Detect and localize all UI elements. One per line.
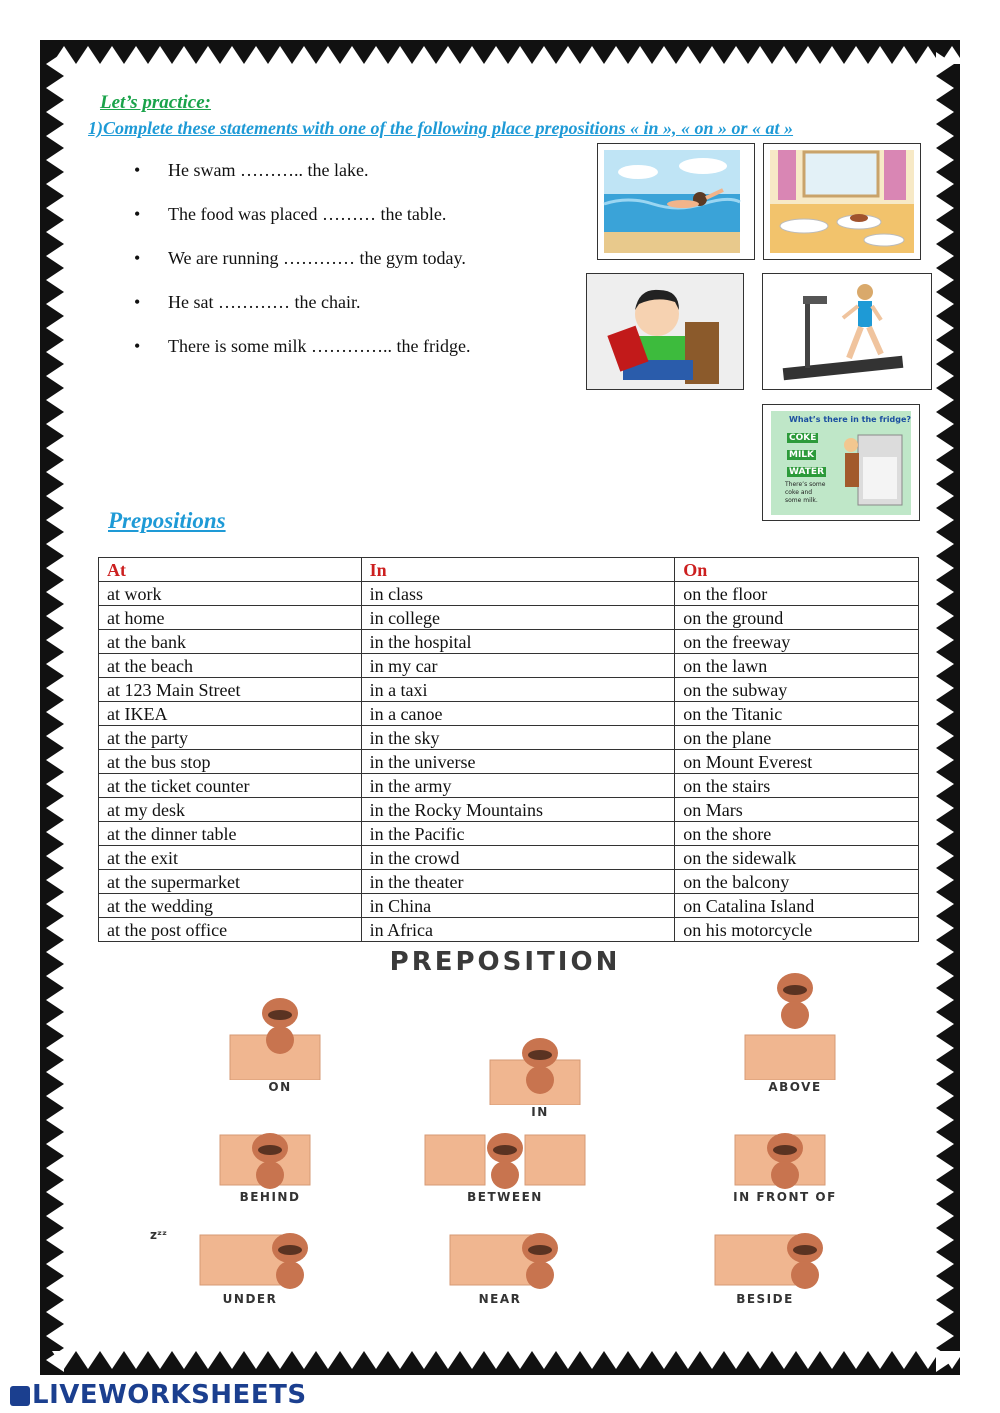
swimmer-picture	[597, 143, 755, 260]
cell-on: on the floor	[675, 582, 919, 606]
cell-at: at the supermarket	[99, 870, 362, 894]
fridge-item-water: WATER	[789, 467, 825, 477]
prepositions-table	[98, 557, 919, 942]
poster-cell-beside	[665, 1210, 865, 1330]
cell-on: on the sidewalk	[675, 846, 919, 870]
treadmill-picture	[762, 273, 932, 390]
cell-on: on the freeway	[675, 630, 919, 654]
fridge-text-3: some milk.	[785, 497, 818, 504]
fridge-item-coke: COKE	[789, 433, 817, 443]
poster-label-above: ABOVE	[768, 1080, 822, 1094]
table-header-row	[99, 558, 919, 582]
cell-at: at the exit	[99, 846, 362, 870]
cell-in: in my car	[361, 654, 675, 678]
sentence-4: • He sat ………… the chair.	[134, 292, 470, 336]
poster-cell-on	[180, 960, 380, 1094]
cell-at: at the dinner table	[99, 822, 362, 846]
cell-at: at the wedding	[99, 894, 362, 918]
table-row	[99, 702, 919, 726]
poster-label-on: ON	[268, 1080, 292, 1094]
cell-at: at the party	[99, 726, 362, 750]
cell-in: in class	[361, 582, 675, 606]
column-header-in: In	[361, 558, 675, 582]
cell-at: at IKEA	[99, 702, 362, 726]
cell-at: at home	[99, 606, 362, 630]
practice-title: Let’s practice:	[100, 92, 211, 113]
table-row	[99, 726, 919, 750]
cell-on: on the lawn	[675, 654, 919, 678]
poster-title: PREPOSITION	[389, 947, 621, 977]
preposition-poster	[100, 945, 910, 1330]
poster-label-in-front-of: IN FRONT OF	[733, 1190, 837, 1204]
cell-in: in the hospital	[361, 630, 675, 654]
cell-in: in a canoe	[361, 702, 675, 726]
table-row	[99, 630, 919, 654]
poster-cell-near	[400, 1210, 600, 1330]
fridge-question: What’s there in the fridge?	[789, 415, 912, 424]
fridge-text-2: coke and	[785, 489, 813, 496]
sentence-3: • We are running ………… the gym today.	[134, 248, 470, 292]
cell-in: in Africa	[361, 918, 675, 942]
cell-on: on the plane	[675, 726, 919, 750]
table-row	[99, 774, 919, 798]
cell-in: in the universe	[361, 750, 675, 774]
food-table-picture	[763, 143, 921, 260]
fridge-item-milk: MILK	[789, 450, 815, 460]
exercise-sentences	[134, 160, 470, 380]
poster-label-in: IN	[531, 1105, 549, 1119]
cell-on: on the stairs	[675, 774, 919, 798]
table-row	[99, 606, 919, 630]
column-header-at: At	[99, 558, 362, 582]
table-row	[99, 582, 919, 606]
cell-in: in the sky	[361, 726, 675, 750]
table-row	[99, 750, 919, 774]
sentence-5: • There is some milk ………….. the fridge.	[134, 336, 470, 380]
boy-chair-picture	[586, 273, 744, 390]
cell-on: on the Titanic	[675, 702, 919, 726]
cell-in: in the Rocky Mountains	[361, 798, 675, 822]
poster-label-behind: BEHIND	[239, 1190, 301, 1204]
poster-cell-above	[695, 960, 895, 1094]
cell-in: in a taxi	[361, 678, 675, 702]
logo-icon	[10, 1386, 30, 1406]
cell-on: on the subway	[675, 678, 919, 702]
table-row	[99, 822, 919, 846]
prepositions-heading: Prepositions	[108, 508, 226, 533]
sentence-2: • The food was placed ……… the table.	[134, 204, 470, 248]
cell-on: on the shore	[675, 822, 919, 846]
table-row	[99, 678, 919, 702]
cell-on: on Mount Everest	[675, 750, 919, 774]
cell-at: at the beach	[99, 654, 362, 678]
table-row	[99, 870, 919, 894]
cell-in: in the theater	[361, 870, 675, 894]
poster-label-beside: BESIDE	[736, 1292, 794, 1306]
table-row	[99, 846, 919, 870]
cell-in: in the crowd	[361, 846, 675, 870]
cell-at: at my desk	[99, 798, 362, 822]
sleep-z-text: zᶻᶻ	[150, 1228, 168, 1242]
column-header-on: On	[675, 558, 919, 582]
poster-cell-under	[150, 1210, 350, 1330]
poster-label-under: UNDER	[222, 1292, 278, 1306]
poster-label-between: BETWEEN	[467, 1190, 543, 1204]
table-row	[99, 894, 919, 918]
cell-on: on the ground	[675, 606, 919, 630]
cell-at: at 123 Main Street	[99, 678, 362, 702]
cell-on: on the balcony	[675, 870, 919, 894]
cell-at: at the bus stop	[99, 750, 362, 774]
cell-on: on his motorcycle	[675, 918, 919, 942]
cell-in: in China	[361, 894, 675, 918]
cell-on: on Catalina Island	[675, 894, 919, 918]
table-row	[99, 918, 919, 942]
table-row	[99, 798, 919, 822]
cell-in: in college	[361, 606, 675, 630]
liveworksheets-logo	[10, 1380, 307, 1410]
cell-in: in the Pacific	[361, 822, 675, 846]
cell-in: in the army	[361, 774, 675, 798]
fridge-text-1: There’s some	[785, 481, 826, 488]
cell-at: at the post office	[99, 918, 362, 942]
poster-label-near: NEAR	[478, 1292, 522, 1306]
logo-text: LIVEWORKSHEETS	[32, 1380, 307, 1410]
sentence-1: • He swam ……….. the lake.	[134, 160, 470, 204]
cell-at: at the bank	[99, 630, 362, 654]
cell-on: on Mars	[675, 798, 919, 822]
cell-at: at the ticket counter	[99, 774, 362, 798]
fridge-card-picture	[762, 404, 920, 521]
exercise-instruction: 1)Complete these statements with one of the following place prepositions « in », « on » or « at »	[88, 118, 794, 138]
cell-at: at work	[99, 582, 362, 606]
poster-cell-in	[440, 985, 640, 1119]
table-row	[99, 654, 919, 678]
